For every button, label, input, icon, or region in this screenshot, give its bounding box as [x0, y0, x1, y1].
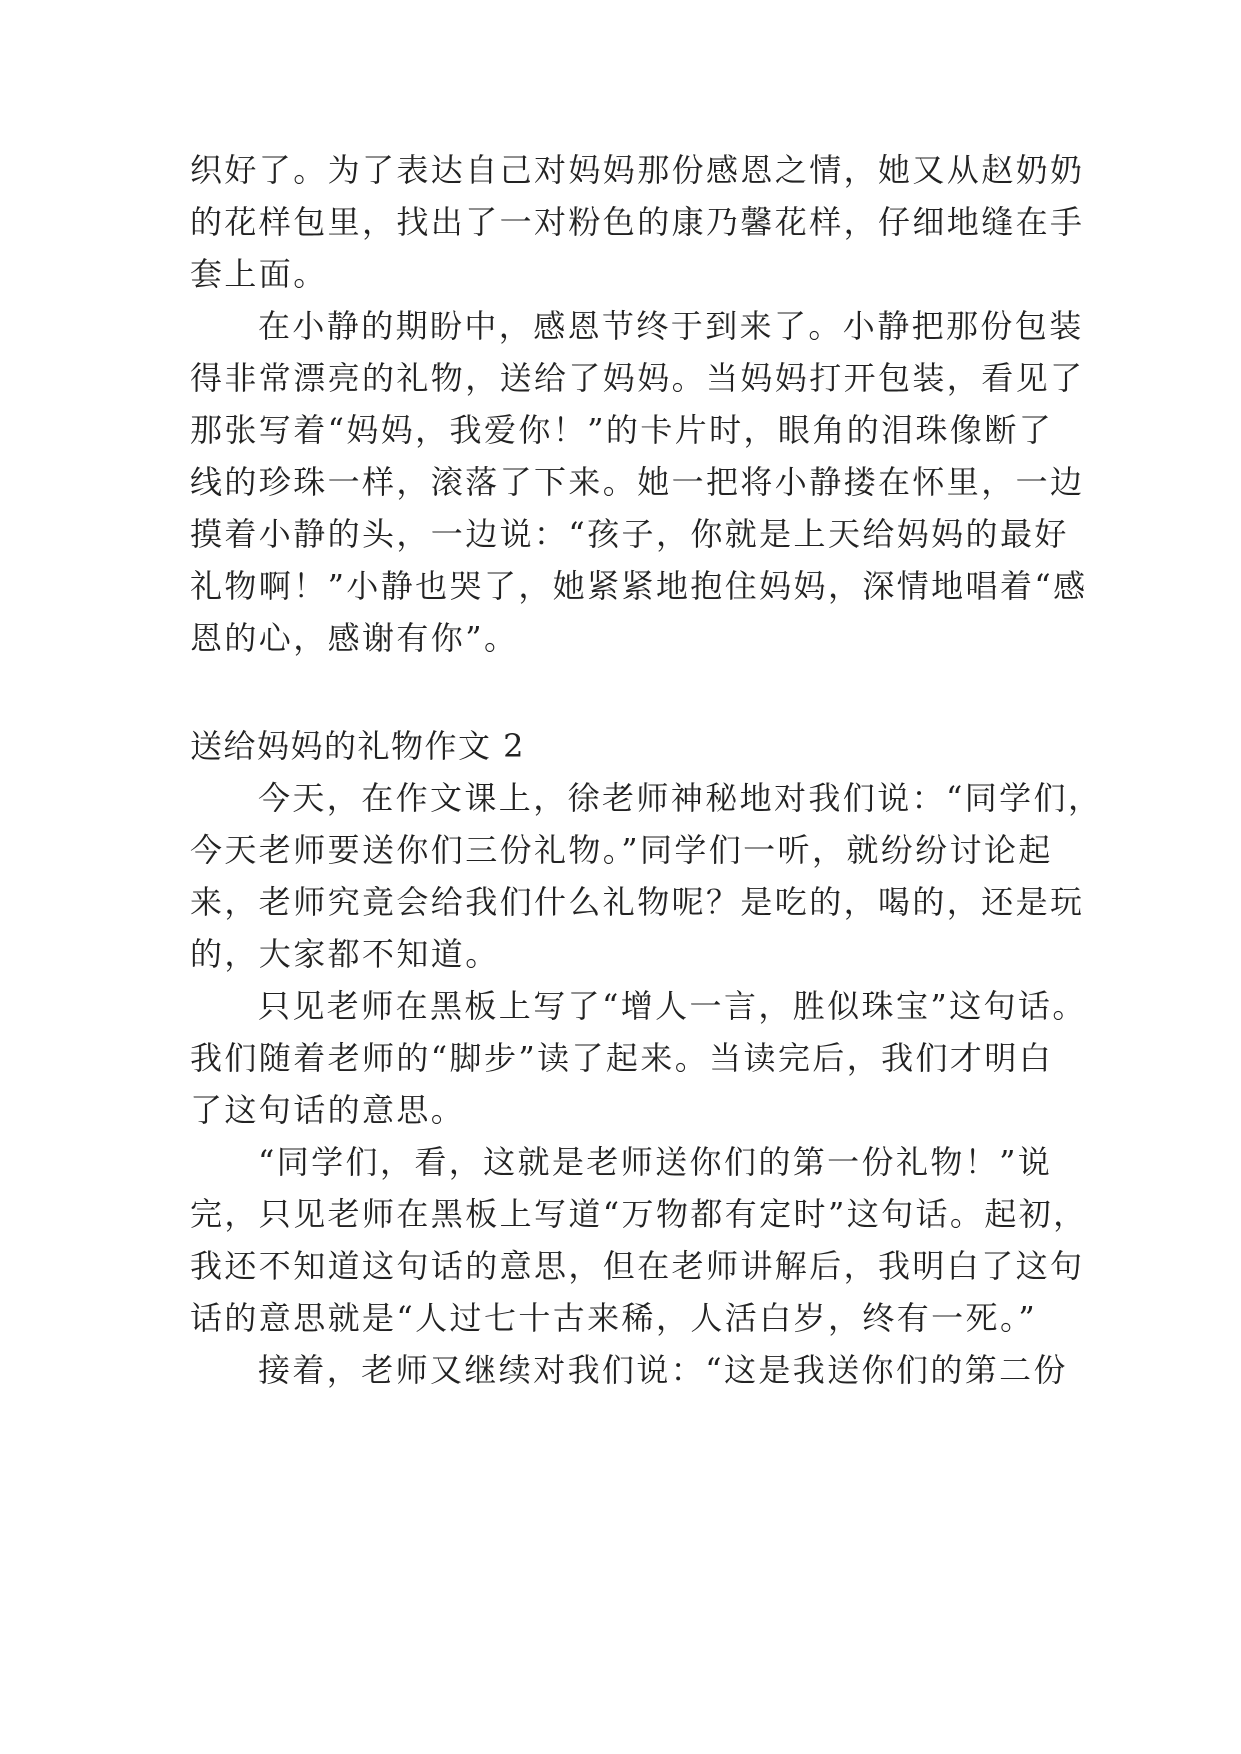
paragraph-line: 恩的心，感谢有你”。	[190, 619, 519, 657]
paragraph-line: 织好了。为了表达自己对妈妈那份感恩之情，她又从赵奶奶	[190, 151, 1085, 189]
paragraph-line: 的花样包里，找出了一对粉色的康乃馨花样，仔细地缝在手	[190, 203, 1085, 241]
paragraph-line: 我们随着老师的“脚步”读了起来。当读完后，我们才明白	[190, 1039, 1054, 1077]
paragraph-line: “同学们，看，这就是老师送你们的第一份礼物！”说	[258, 1143, 1053, 1181]
paragraph-line: 接着，老师又继续对我们说：“这是我送你们的第二份	[258, 1351, 1068, 1389]
paragraph-line: 来，老师究竟会给我们什么礼物呢？是吃的，喝的，还是玩	[190, 883, 1085, 921]
paragraph-line: 摸着小静的头，一边说：“孩子，你就是上天给妈妈的最好	[190, 515, 1069, 553]
paragraph-line: 套上面。	[190, 255, 328, 293]
section-title: 送给妈妈的礼物作文 2	[190, 727, 526, 765]
paragraph-line: 完，只见老师在黑板上写道“万物都有定时”这句话。起初，	[190, 1195, 1088, 1233]
paragraph-line: 今天，在作文课上，徐老师神秘地对我们说：“同学们，	[258, 779, 1103, 817]
paragraph-line: 礼物啊！”小静也哭了，她紧紧地抱住妈妈，深情地唱着“感	[190, 567, 1088, 605]
paragraph-line: 话的意思就是“人过七十古来稀，人活白岁，终有一死。”	[190, 1299, 1038, 1337]
paragraph-line: 今天老师要送你们三份礼物。”同学们一听，就纷纷讨论起	[190, 831, 1053, 869]
paragraph-line: 我还不知道这句话的意思，但在老师讲解后，我明白了这句	[190, 1247, 1085, 1285]
paragraph-line: 的，大家都不知道。	[190, 935, 500, 973]
paragraph-line: 了这句话的意思。	[190, 1091, 466, 1129]
paragraph-line: 那张写着“妈妈，我爱你！”的卡片时，眼角的泪珠像断了	[190, 411, 1054, 449]
paragraph-line: 在小静的期盼中，感恩节终于到来了。小静把那份包装	[258, 307, 1084, 345]
paragraph-line: 线的珍珠一样，滚落了下来。她一把将小静搂在怀里，一边	[190, 463, 1085, 501]
paragraph-line: 只见老师在黑板上写了“增人一言，胜似珠宝”这句话。	[258, 987, 1087, 1025]
paragraph-line: 得非常漂亮的礼物，送给了妈妈。当妈妈打开包装，看见了	[190, 359, 1085, 397]
